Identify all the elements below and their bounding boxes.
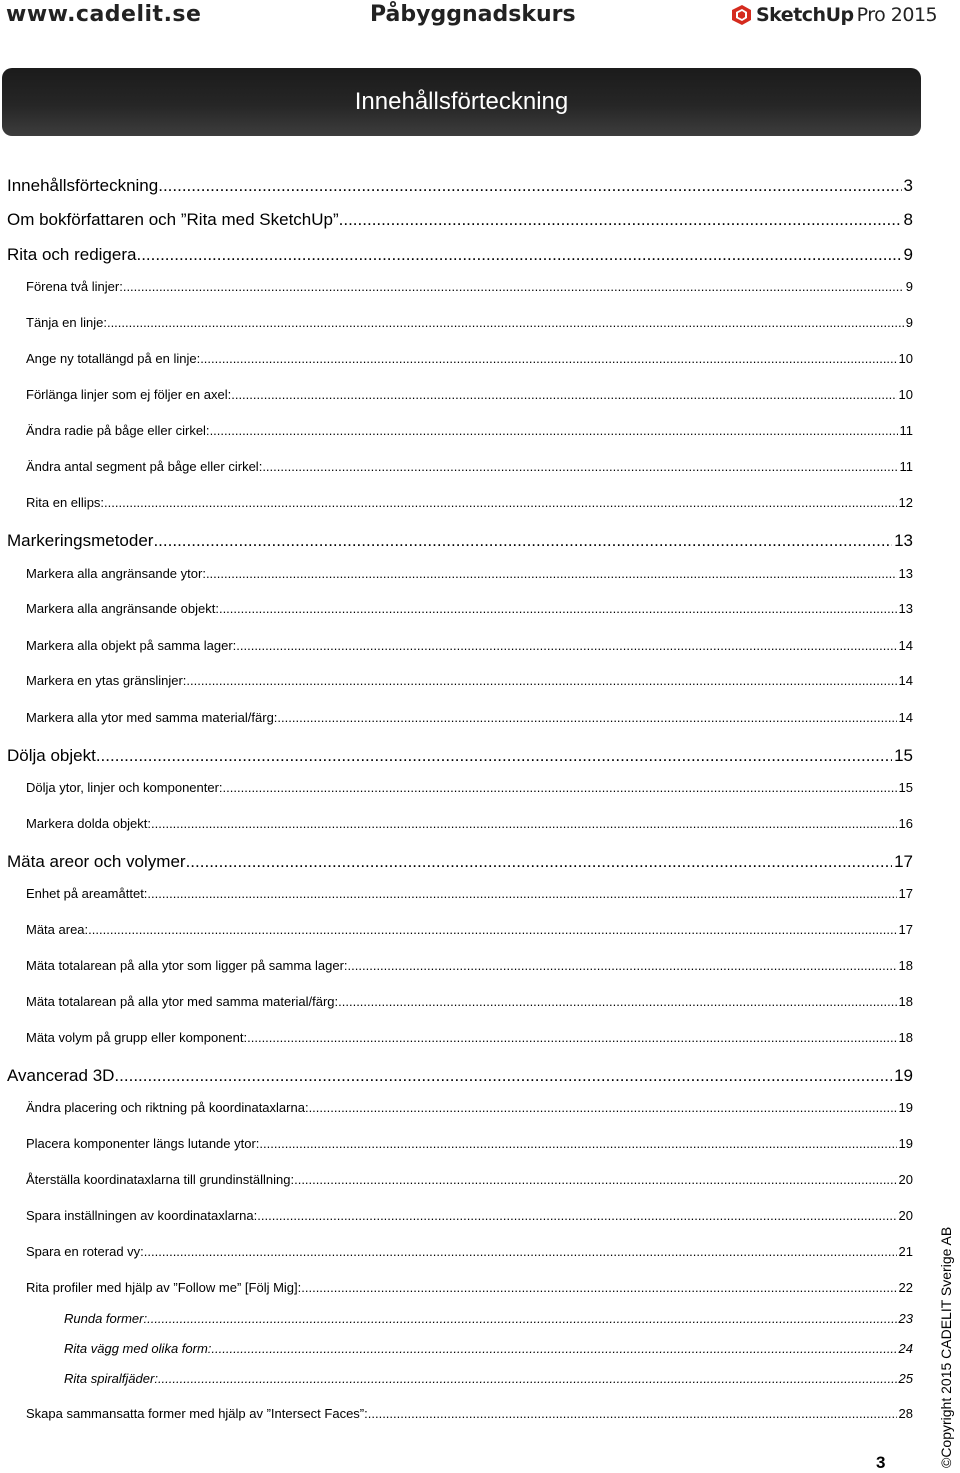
toc-entry[interactable] — [7, 176, 913, 196]
toc-entry-title: Spara en roterad vy: — [26, 1244, 144, 1259]
toc-entry-page: 18 — [898, 958, 913, 973]
toc-entry-page: 3 — [903, 176, 913, 195]
toc-entry-title: Dölja ytor, linjer och komponenter: — [26, 780, 223, 795]
toc-dot-leader — [88, 922, 896, 937]
toc-entry-page: 12 — [898, 495, 913, 510]
toc-entry-page: 14 — [898, 673, 913, 688]
toc-entry-page: 16 — [898, 816, 913, 831]
toc-entry-title: Markera dolda objekt: — [26, 816, 152, 831]
toc-entry[interactable] — [26, 279, 913, 294]
toc-entry-title: Mäta areor och volymer — [7, 852, 186, 871]
toc-dot-leader — [247, 1030, 896, 1045]
toc-entry[interactable] — [26, 673, 913, 688]
toc-entry-page: 9 — [905, 315, 913, 330]
toc-entry[interactable] — [26, 710, 913, 725]
toc-entry-page: 20 — [898, 1172, 913, 1187]
toc-entry-title: Ange ny totallängd på en linje: — [26, 351, 201, 366]
toc-dot-leader — [158, 176, 901, 196]
toc-entry[interactable] — [26, 1030, 913, 1045]
toc-entry-title: Rita profiler med hjälp av ”Follow me” [Följ Mig]: — [26, 1280, 302, 1295]
toc-dot-leader — [210, 423, 898, 438]
toc-dot-leader — [158, 1371, 897, 1386]
toc-dot-leader — [186, 852, 893, 872]
toc-entry-page: 18 — [898, 1030, 913, 1045]
sketchup-logo — [730, 2, 937, 28]
toc-dot-leader — [147, 886, 896, 901]
toc-dot-leader — [104, 495, 896, 510]
toc-entry[interactable] — [26, 459, 913, 474]
toc-entry[interactable] — [26, 1280, 913, 1295]
toc-dot-leader — [257, 1208, 896, 1223]
toc-entry[interactable] — [26, 886, 913, 901]
toc-entry[interactable] — [26, 1208, 913, 1223]
toc-entry-page: 28 — [898, 1406, 913, 1421]
toc-dot-leader — [144, 1244, 897, 1259]
toc-entry-page: 13 — [898, 566, 913, 581]
toc-entry-page: 24 — [898, 1341, 913, 1356]
toc-entry-page: 23 — [898, 1311, 913, 1326]
toc-entry-title: Markera en ytas gränslinjer: — [26, 673, 187, 688]
toc-entry-page: 25 — [898, 1371, 913, 1386]
toc-entry-page: 21 — [898, 1244, 913, 1259]
toc-entry-page: 14 — [898, 638, 913, 653]
toc-entry-page: 9 — [903, 245, 913, 264]
toc-dot-leader — [294, 1172, 896, 1187]
toc-entry[interactable] — [26, 566, 913, 581]
toc-dot-leader — [219, 601, 897, 616]
toc-entry[interactable] — [26, 351, 913, 366]
toc-entry[interactable] — [64, 1341, 913, 1356]
toc-dot-leader — [123, 279, 904, 294]
toc-entry-title: Rita vägg med olika form: — [64, 1341, 212, 1356]
toc-entry-title: Ändra antal segment på båge eller cirkel: — [26, 459, 263, 474]
toc-entry-title: Skapa sammansatta former med hjälp av ”Intersect Faces”: — [26, 1406, 368, 1421]
toc-entry[interactable] — [26, 1244, 913, 1259]
toc-entry[interactable] — [7, 1066, 913, 1086]
toc-entry[interactable] — [26, 1172, 913, 1187]
toc-entry-page: 15 — [898, 780, 913, 795]
toc-entry-page: 9 — [905, 279, 913, 294]
toc-dot-leader — [262, 459, 897, 474]
toc-dot-leader — [231, 387, 896, 402]
toc-entry[interactable] — [26, 315, 913, 330]
toc-entry[interactable] — [26, 780, 913, 795]
toc-entry-page: 22 — [898, 1280, 913, 1295]
toc-entry-title: Förlänga linjer som ej följer en axel: — [26, 387, 232, 402]
toc-dot-leader — [114, 1066, 892, 1086]
toc-entry-title: Placera komponenter längs lutande ytor: — [26, 1136, 260, 1151]
page-header — [0, 0, 960, 34]
toc-dot-leader — [339, 210, 902, 230]
toc-entry-title: Innehållsförteckning — [7, 176, 159, 195]
toc-entry-page: 13 — [894, 531, 913, 550]
toc-entry-page: 10 — [898, 351, 913, 366]
toc-entry-page: 11 — [899, 423, 913, 438]
toc-entry-page: 17 — [898, 886, 913, 901]
toc-entry[interactable] — [26, 601, 913, 616]
toc-entry-title: Rita och redigera — [7, 245, 137, 264]
toc-entry[interactable] — [7, 245, 913, 265]
toc-entry-title: Förena två linjer: — [26, 279, 123, 294]
toc-entry[interactable] — [26, 1100, 913, 1115]
toc-dot-leader — [96, 746, 892, 766]
toc-entry-title: Mäta volym på grupp eller komponent: — [26, 1030, 248, 1045]
toc-entry[interactable] — [7, 210, 913, 230]
toc-entry-title: Om bokförfattaren och ”Rita med SketchUp” — [7, 210, 339, 229]
toc-dot-leader — [211, 1341, 896, 1356]
toc-dot-leader — [107, 315, 904, 330]
toc-dot-leader — [309, 1100, 897, 1115]
toc-entry[interactable] — [26, 1406, 913, 1421]
toc-entry-page: 19 — [898, 1100, 913, 1115]
toc-dot-leader — [348, 958, 897, 973]
toc-entry-title: Markera alla objekt på samma lager: — [26, 638, 237, 653]
toc-entry[interactable] — [26, 922, 913, 937]
toc-entry-title: Avancerad 3D — [7, 1066, 115, 1085]
toc-entry-title: Rita en ellips: — [26, 495, 105, 510]
toc-dot-leader — [153, 531, 892, 551]
toc-dot-leader — [200, 351, 896, 366]
toc-entry-title: Ändra radie på båge eller cirkel: — [26, 423, 210, 438]
toc-entry[interactable] — [26, 816, 913, 831]
toc-entry-page: 11 — [899, 459, 913, 474]
toc-entry[interactable] — [64, 1311, 913, 1326]
toc-entry-title: Markera alla ytor med samma material/färg: — [26, 710, 278, 725]
toc-entry-title: Rita spiralfjäder: — [64, 1371, 158, 1386]
toc-entry[interactable] — [7, 852, 913, 872]
toc-entry-title: Markera alla angränsande objekt: — [26, 601, 219, 616]
toc-dot-leader — [301, 1280, 896, 1295]
toc-entry[interactable] — [26, 495, 913, 510]
toc-entry-page: 18 — [898, 994, 913, 1009]
toc-dot-leader — [151, 816, 897, 831]
toc-entry-title: Tänja en linje: — [26, 315, 107, 330]
logo-name: SketchUp — [756, 4, 854, 26]
page-number: 3 — [876, 1453, 886, 1472]
toc-dot-leader — [206, 566, 897, 581]
toc-entry-page: 19 — [894, 1066, 913, 1085]
logo-edition: Pro 2015 — [856, 4, 938, 26]
toc-entry[interactable] — [64, 1371, 913, 1386]
toc-dot-leader — [277, 710, 896, 725]
banner-title: Innehållsförteckning — [354, 88, 569, 115]
toc-entry-page: 20 — [898, 1208, 913, 1223]
toc-dot-leader — [147, 1311, 896, 1326]
toc-entry[interactable] — [7, 746, 913, 766]
toc-entry-title: Mäta area: — [26, 922, 89, 937]
sketchup-logo-icon — [730, 4, 752, 26]
toc-entry-page: 13 — [898, 601, 913, 616]
toc-entry[interactable] — [26, 958, 913, 973]
toc-entry[interactable] — [26, 423, 913, 438]
copyright-notice: ©Copyright 2015 CADELIT Sverige AB — [938, 1226, 954, 1468]
title-banner — [2, 68, 921, 136]
website-url: www.cadelit.se — [6, 2, 202, 27]
toc-entry[interactable] — [26, 1136, 913, 1151]
toc-entry-title: Mäta totalarean på alla ytor med samma material/färg: — [26, 994, 339, 1009]
toc-entry-title: Återställa koordinataxlarna till grundinställning: — [26, 1172, 295, 1187]
toc-entry-page: 14 — [898, 710, 913, 725]
toc-entry[interactable] — [7, 531, 913, 551]
toc-dot-leader — [338, 994, 896, 1009]
toc-entry[interactable] — [26, 994, 913, 1009]
course-title: Påbyggnadskurs — [370, 2, 576, 27]
toc-entry[interactable] — [26, 638, 913, 653]
toc-dot-leader — [223, 780, 897, 795]
toc-dot-leader — [236, 638, 896, 653]
toc-entry-page: 8 — [903, 210, 913, 229]
toc-entry-title: Markeringsmetoder — [7, 531, 154, 550]
toc-entry-title: Dölja objekt — [7, 746, 96, 765]
toc-entry-title: Runda former: — [64, 1311, 148, 1326]
toc-entry-title: Ändra placering och riktning på koordinataxlarna: — [26, 1100, 309, 1115]
toc-entry-page: 10 — [898, 387, 913, 402]
toc-entry-title: Enhet på areamåttet: — [26, 886, 148, 901]
toc-entry[interactable] — [26, 387, 913, 402]
toc-entry-page: 17 — [898, 922, 913, 937]
toc-dot-leader — [136, 245, 901, 265]
toc-entry-title: Markera alla angränsande ytor: — [26, 566, 206, 581]
toc-dot-leader — [368, 1406, 897, 1421]
toc-entry-title: Spara inställningen av koordinataxlarna: — [26, 1208, 258, 1223]
toc-dot-leader — [186, 673, 896, 688]
toc-entry-title: Mäta totalarean på alla ytor som ligger på samma lager: — [26, 958, 348, 973]
toc-entry-page: 19 — [898, 1136, 913, 1151]
toc-dot-leader — [259, 1136, 896, 1151]
toc-entry-page: 15 — [894, 746, 913, 765]
toc-entry-page: 17 — [894, 852, 913, 871]
